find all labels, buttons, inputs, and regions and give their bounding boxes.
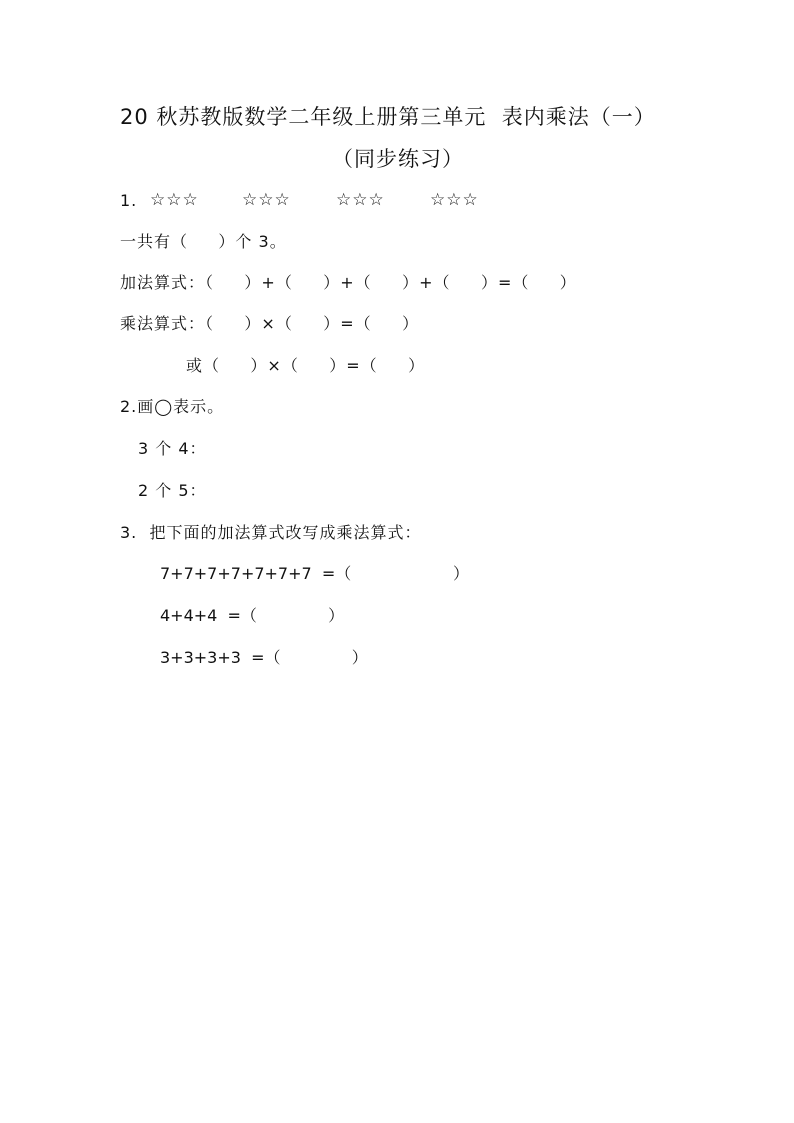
q1-count-line: 一共有（ ）个 3。 xyxy=(120,232,287,251)
q3-exercise-3: 3+3+3+3 =（ ） xyxy=(160,648,368,667)
star-group-4: ☆☆☆ xyxy=(430,190,479,210)
q1-multiplication-line: 乘法算式：（ ）×（ ）=（ ） xyxy=(120,314,420,333)
star-group-3: ☆☆☆ xyxy=(336,190,385,210)
q2-item-1: 3 个 4： xyxy=(138,439,207,458)
q3-exercise-2: 4+4+4 =（ ） xyxy=(160,606,345,625)
q3-exercise-1: 7+7+7+7+7+7+7 =（ ） xyxy=(160,564,469,583)
q3-heading: 3. 把下面的加法算式改写成乘法算式： xyxy=(120,523,422,542)
star-group-2: ☆☆☆ xyxy=(242,190,291,210)
page-title: 20 秋苏教版数学二年级上册第三单元 表内乘法（一） xyxy=(120,105,656,129)
q1-addition-line: 加法算式：（ ）+（ ）+（ ）+（ ）=（ ） xyxy=(120,273,577,292)
star-group-1: ☆☆☆ xyxy=(150,190,199,210)
q1-number: 1. xyxy=(120,191,138,210)
q2-item-2: 2 个 5： xyxy=(138,481,207,500)
q1-or-line: 或（ ）×（ ）=（ ） xyxy=(186,356,426,375)
page-subtitle: （同步练习） xyxy=(332,147,464,171)
q2-heading: 2.画◯表示。 xyxy=(120,397,225,416)
